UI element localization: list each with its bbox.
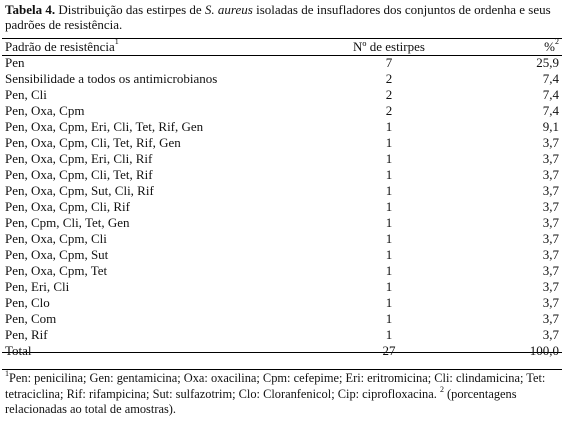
cell-percent: 7,4 [542, 71, 559, 86]
cell-pattern: Pen, Cpm, Cli, Tet, Gen [5, 215, 130, 230]
resistance-table [2, 39, 562, 359]
cell-count: 1 [385, 215, 393, 230]
cell-percent: 9,1 [542, 119, 559, 134]
table-header-row [2, 39, 562, 55]
cell-percent: 3,7 [542, 167, 559, 182]
table-row [2, 87, 562, 103]
cell-percent: 25,9 [536, 55, 559, 70]
cell-count: 2 [385, 103, 393, 118]
header-pattern: Padrão de resistência$^1$ [5, 37, 119, 54]
table-row [2, 103, 562, 119]
cell-count: 1 [385, 279, 393, 294]
table-row [2, 263, 562, 279]
table-row [2, 327, 562, 343]
table-row [2, 295, 562, 311]
table-row [2, 119, 562, 135]
table-row [2, 151, 562, 167]
cell-pattern: Total [5, 343, 32, 358]
cell-percent: 3,7 [542, 311, 559, 326]
table-row [2, 311, 562, 327]
table-bottom-rule [2, 369, 562, 370]
cell-count: 2 [385, 71, 393, 86]
table-row [2, 55, 562, 71]
cell-percent: 7,4 [542, 87, 559, 102]
footnote-text-2: (porcentagens relacionadas ao total de amostras). [5, 386, 517, 416]
table-row [2, 247, 562, 263]
caption-species: S. aureus [204, 2, 253, 17]
header-count: Nº de estirpes [353, 39, 425, 54]
cell-percent: 3,7 [542, 183, 559, 198]
cell-count: 1 [385, 135, 393, 150]
cell-count: 1 [385, 151, 393, 166]
table-row [2, 183, 562, 199]
cell-percent: 3,7 [542, 199, 559, 214]
cell-percent: 3,7 [542, 231, 559, 246]
cell-pattern: Pen [5, 55, 25, 70]
table-row [2, 135, 562, 151]
cell-pattern: Sensibilidade a todos os antimicrobianos [5, 71, 218, 86]
cell-pattern: Pen, Eri, Cli [5, 279, 70, 294]
cell-count: 1 [385, 167, 393, 182]
footnote-sup-2: 2 [439, 384, 444, 394]
cell-count: 1 [385, 183, 393, 198]
cell-percent: 3,7 [542, 279, 559, 294]
cell-count: 1 [385, 327, 393, 342]
table-row [2, 215, 562, 231]
table-row [2, 71, 562, 87]
table-row [2, 167, 562, 183]
cell-percent: 3,7 [542, 151, 559, 166]
cell-pattern: Pen, Oxa, Cpm, Eri, Cli, Rif [5, 151, 153, 166]
cell-count: 1 [385, 311, 393, 326]
cell-count: 27 [382, 343, 396, 358]
table-footnote [5, 371, 561, 418]
cell-percent: 3,7 [542, 215, 559, 230]
footnote-text-1: Pen: penicilina; Gen: gentamicina; Oxa: oxacilina; Cpm: cefepime; Eri: eritromicina; Cli: clindamicina; Tet: tetraciclina; Rif: rifampicina; Sut: sulfazotrim; Clo: Cloranfenicol; Cip: ciprofloxacina. [5, 371, 546, 401]
caption-text-a: Distribuição das estirpes de [55, 2, 205, 17]
cell-percent: 100,0 [529, 343, 559, 358]
cell-pattern: Pen, Cli [5, 87, 47, 102]
cell-pattern: Pen, Oxa, Cpm, Tet [5, 263, 108, 278]
cell-percent: 3,7 [542, 327, 559, 342]
cell-count: 1 [385, 263, 393, 278]
cell-pattern: Pen, Oxa, Cpm, Cli, Tet, Rif [5, 167, 153, 182]
cell-pattern: Pen, Oxa, Cpm, Sut, Cli, Rif [5, 183, 154, 198]
cell-pattern: Pen, Oxa, Cpm, Sut [5, 247, 109, 262]
cell-count: 1 [385, 247, 393, 262]
cell-count: 2 [385, 87, 393, 102]
cell-percent: 7,4 [542, 103, 559, 118]
cell-count: 7 [385, 55, 393, 70]
cell-pattern: Pen, Oxa, Cpm, Cli, Rif [5, 199, 130, 214]
cell-pattern: Pen, Clo [5, 295, 50, 310]
cell-count: 1 [385, 295, 393, 310]
caption-text-b: isoladas de insufladores dos conjuntos de ordenha e seus padrões de resistência. [5, 2, 551, 32]
table-row [2, 231, 562, 247]
cell-percent: 3,7 [542, 135, 559, 150]
cell-count: 1 [385, 231, 393, 246]
table-row [2, 199, 562, 215]
cell-percent: 3,7 [542, 263, 559, 278]
cell-pattern: Pen, Oxa, Cpm, Cli [5, 231, 107, 246]
cell-percent: 3,7 [542, 247, 559, 262]
cell-percent: 3,7 [542, 295, 559, 310]
table-row [2, 279, 562, 295]
header-percent: %$^2$ [544, 37, 559, 54]
cell-count: 1 [385, 119, 393, 134]
table-caption [5, 2, 561, 32]
cell-pattern: Pen, Oxa, Cpm [5, 103, 85, 118]
cell-pattern: Pen, Rif [5, 327, 48, 342]
total-row [2, 343, 562, 359]
cell-pattern: Pen, Oxa, Cpm, Eri, Cli, Tet, Rif, Gen [5, 119, 204, 134]
cell-pattern: Pen, Com [5, 311, 57, 326]
footnote-sup-1: 1 [5, 369, 9, 378]
cell-count: 1 [385, 199, 393, 214]
cell-pattern: Pen, Oxa, Cpm, Cli, Tet, Rif, Gen [5, 135, 181, 150]
caption-label: Tabela 4. [5, 2, 56, 17]
